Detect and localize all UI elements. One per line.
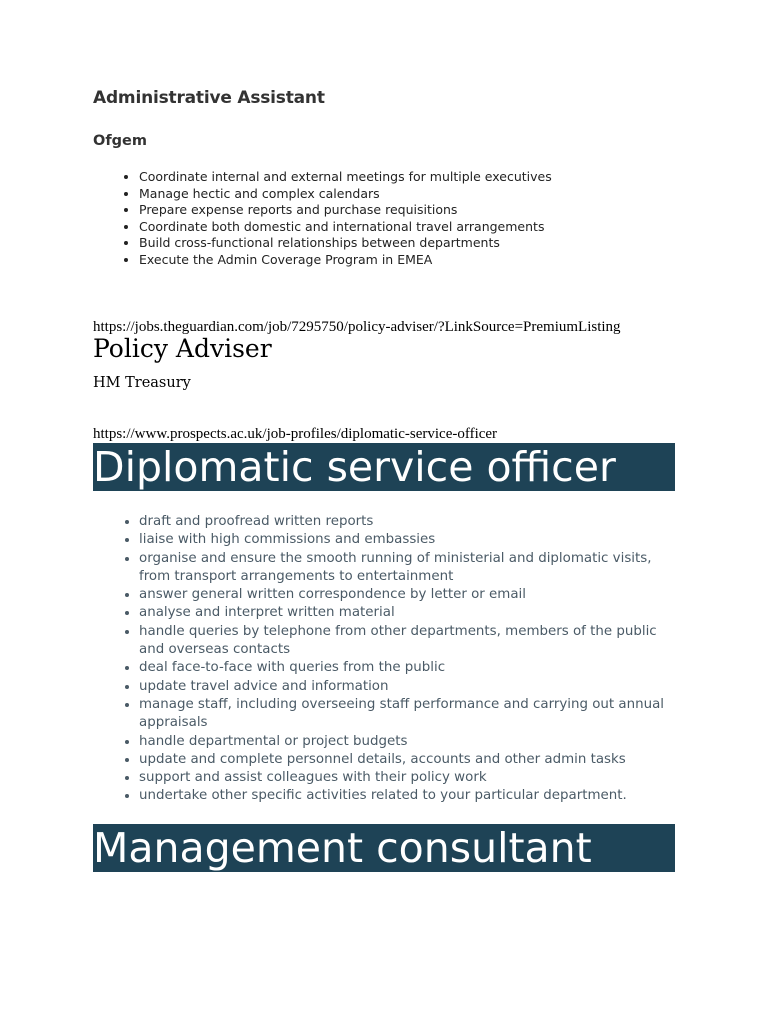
diplomatic-officer-banner: Diplomatic service officer	[93, 443, 675, 491]
list-item: • manage staff, including overseeing staff performance and carrying out annual appraisals	[139, 696, 679, 733]
admin-assistant-duties-list	[93, 169, 699, 269]
policy-adviser-title: Policy Adviser	[93, 334, 272, 363]
list-item: • undertake other specific activities related to your particular department.	[139, 787, 679, 805]
list-item: • update and complete personnel details, accounts and other admin tasks	[139, 751, 679, 769]
admin-assistant-title: Administrative Assistant	[93, 88, 325, 108]
list-item: • analyse and interpret written material	[139, 604, 679, 622]
list-item: • draft and proofread written reports	[139, 513, 679, 531]
list-item: • Coordinate internal and external meetings for multiple executives	[139, 169, 699, 186]
list-item: • handle queries by telephone from other departments, members of the public and overseas contacts	[139, 623, 679, 660]
list-item: • Prepare expense reports and purchase requisitions	[139, 202, 699, 219]
diplomatic-officer-url: https://www.prospects.ac.uk/job-profiles/diplomatic-service-officer	[93, 426, 498, 442]
list-item: • Execute the Admin Coverage Program in EMEA	[139, 252, 699, 269]
list-item: • Build cross-functional relationships between departments	[139, 235, 699, 252]
list-item: • deal face-to-face with queries from the public	[139, 659, 679, 677]
list-item: • Manage hectic and complex calendars	[139, 186, 699, 203]
list-item: • answer general written correspondence by letter or email	[139, 586, 679, 604]
list-item: • update travel advice and information	[139, 678, 679, 696]
management-consultant-banner: Management consultant	[93, 824, 675, 872]
policy-adviser-url: https://jobs.theguardian.com/job/7295750/policy-adviser/?LinkSource=PremiumListing	[93, 319, 621, 335]
diplomatic-officer-duties-list	[93, 513, 679, 806]
list-item: • handle departmental or project budgets	[139, 733, 679, 751]
list-item: • organise and ensure the smooth running of ministerial and diplomatic visits, from transport arrangements to entertainment	[139, 550, 679, 587]
list-item: • support and assist colleagues with their policy work	[139, 769, 679, 787]
list-item: • liaise with high commissions and embassies	[139, 531, 679, 549]
list-item: • Coordinate both domestic and international travel arrangements	[139, 219, 699, 236]
policy-adviser-organization: HM Treasury	[93, 375, 191, 391]
admin-assistant-organization: Ofgem	[93, 133, 147, 149]
